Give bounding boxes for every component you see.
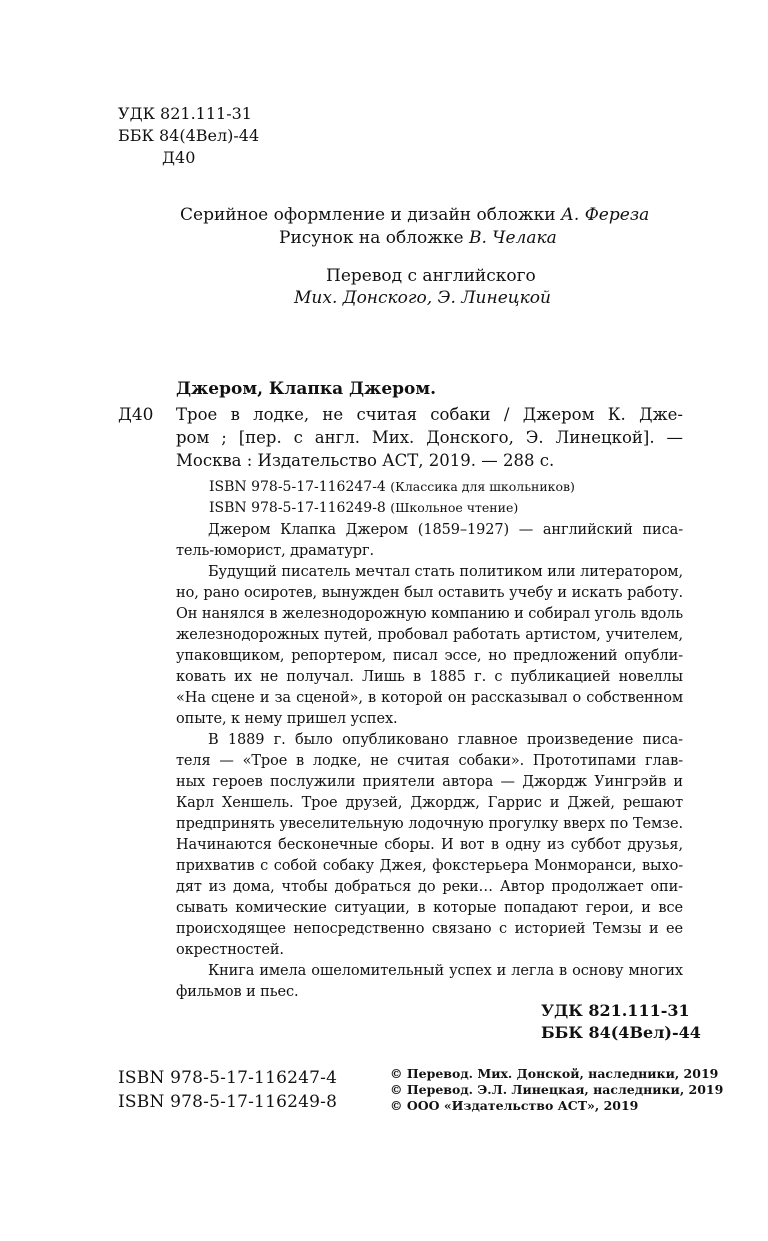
annotation-line: окрестностей. [176, 942, 284, 958]
copyright-line: © ООО «Издательство АСТ», 2019 [390, 1098, 639, 1113]
copyright-block [390, 1066, 723, 1114]
annotation-line: упаковщиком, репортером, писал эссе, но предложений опубли- [176, 648, 683, 664]
bibliographic-code: Д40 [118, 405, 154, 425]
annotation-line: предпринять увеселительную лодочную прогулку вверх по Темзе. [176, 816, 683, 832]
cover-designer-name: А. Фереза [561, 205, 650, 225]
cover-design-label: Серийное оформление и дизайн обложки [180, 205, 562, 225]
annotation-line: дят из дома, чтобы добраться до реки… Автор продолжает опи- [176, 879, 683, 895]
annotation-line: опыте, к нему пришел успех. [176, 711, 398, 727]
isbn-number: ISBN 978-5-17-116249-8 [118, 1092, 338, 1112]
isbn-series-note: (Школьное чтение) [390, 500, 519, 515]
classification-block [118, 103, 278, 169]
translator-names: Мих. Донского, Э. Линецкой [294, 288, 551, 308]
annotation-line: «На сцене и за сценой», в которой он рассказывал о собственном [176, 690, 683, 706]
annotation-line: фильмов и пьес. [176, 984, 299, 1000]
bibliographic-line: Трое в лодке, не считая собаки / Джером К. Дже- [176, 405, 683, 424]
annotation-line: Книга имела ошеломительный успех и легла в основу многих [208, 963, 683, 979]
annotation-line: Джером Клапка Джером (1859–1927) — английский писа- [208, 522, 683, 538]
bbk-code: ББК 84(4Вел)-44 [541, 1023, 701, 1042]
annotation-line: прихватив с собой собаку Джея, фокстерьера Монморанси, выхо- [176, 858, 683, 874]
isbn-block [118, 1066, 337, 1114]
cover-design-credit [180, 205, 649, 225]
annotation-line: Карл Хеншель. Трое друзей, Джордж, Гаррис и Джей, решают [176, 795, 683, 811]
copyright-line: © Перевод. Э.Л. Линецкая, наследники, 2019 [390, 1082, 724, 1097]
isbn-number: ISBN 978-5-17-116247-4 [209, 479, 386, 495]
copyright-line: © Перевод. Мих. Донской, наследники, 2019 [390, 1066, 719, 1081]
annotation-line: сывать комические ситуации, в которые попадают герои, и все [176, 900, 683, 916]
isbn-number: ISBN 978-5-17-116247-4 [118, 1068, 338, 1088]
annotation-line: Он нанялся в железнодорожную компанию и собирал уголь вдоль [176, 606, 683, 622]
annotation-line: В 1889 г. было опубликовано главное произведение писа- [208, 732, 683, 748]
annotation-line: происходящее непосредственно связано с историей Темзы и ее [176, 921, 683, 937]
annotation-line: но, рано осиротев, вынужден был оставить учебу и искать работу. [176, 585, 683, 601]
cover-illustrator-name: В. Челака [469, 228, 557, 248]
author-heading: Джером, Клапка Джером. [176, 379, 437, 399]
isbn-entry [209, 479, 575, 495]
annotation-line: ковать их не получал. Лишь в 1885 г. с публикацией новеллы [176, 669, 683, 685]
classification-codes-bottom [541, 1000, 701, 1044]
annotation-line: Начинаются бесконечные сборы. И вот в одну из суббот друзья, [176, 837, 683, 853]
udk-code: УДК 821.111-31 [541, 1001, 690, 1020]
cover-drawing-credit [279, 228, 557, 248]
udk-code: УДК 821.111-31 [118, 104, 252, 123]
annotation-line: Будущий писатель мечтал стать политиком или литератором, [208, 564, 683, 580]
isbn-entry [209, 500, 518, 516]
isbn-number: ISBN 978-5-17-116249-8 [209, 500, 386, 516]
translation-label: Перевод с английского [326, 266, 536, 286]
author-sign-code: Д40 [162, 148, 196, 167]
annotation-line: теля — «Трое в лодке, не считая собаки». Прототипами глав- [176, 753, 683, 769]
cover-drawing-label: Рисунок на обложке [279, 228, 469, 248]
bbk-code: ББК 84(4Вел)-44 [118, 126, 260, 145]
bibliographic-line: Москва : Издательство АСТ, 2019. — 288 с. [176, 451, 555, 470]
annotation-line: тель-юморист, драматург. [176, 543, 374, 559]
isbn-series-note: (Классика для школьников) [390, 479, 575, 494]
bibliographic-line: ром ; [пер. с англ. Мих. Донского, Э. Линецкой]. — [176, 428, 683, 447]
annotation-line: ных героев послужили приятели автора — Джордж Уингрэйв и [176, 774, 683, 790]
annotation-line: железнодорожных путей, пробовал работать артистом, учителем, [176, 627, 683, 643]
